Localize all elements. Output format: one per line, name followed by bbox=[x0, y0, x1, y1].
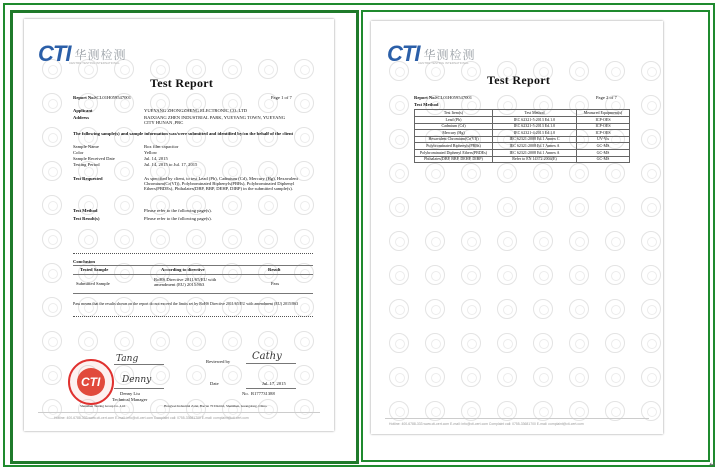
conclusion-header-result: Result bbox=[268, 267, 281, 272]
watermark-mark bbox=[222, 331, 242, 351]
watermark-mark bbox=[569, 265, 589, 285]
cti-logo bbox=[38, 41, 126, 67]
date-label: Date bbox=[210, 381, 219, 386]
conclusion-rule-top bbox=[73, 265, 313, 266]
test-method-heading: Test Method bbox=[414, 102, 439, 107]
cell-method: IEC 62321:2008 Ed.1 Annex C bbox=[493, 136, 577, 143]
watermark-mark bbox=[78, 297, 98, 317]
watermark-mark bbox=[497, 333, 517, 353]
watermark-mark bbox=[605, 61, 625, 81]
watermark-mark bbox=[222, 297, 242, 317]
header-test-items: Test Item(s) bbox=[415, 110, 493, 117]
cell-item: Phthalates(DBP, BBP, DEHP, DIBP) bbox=[415, 156, 493, 163]
report-no-value: SCL01H059547001 bbox=[94, 95, 132, 100]
serial-no-label: No. bbox=[242, 391, 249, 396]
watermark-mark bbox=[389, 129, 409, 149]
watermark-mark bbox=[533, 299, 553, 319]
watermark-mark bbox=[605, 333, 625, 353]
watermark-mark bbox=[461, 265, 481, 285]
watermark-mark bbox=[114, 161, 134, 181]
logo-subtitle: CENTRE TESTING INTERNATIONAL bbox=[418, 61, 469, 65]
watermark-mark bbox=[150, 331, 170, 351]
watermark-mark bbox=[497, 231, 517, 251]
watermark-mark bbox=[114, 331, 134, 351]
watermark-mark bbox=[569, 163, 589, 183]
signer-title: Technical Manager bbox=[112, 397, 148, 402]
dotted-separator bbox=[73, 316, 313, 317]
cell-equipment: GC-MS bbox=[577, 149, 630, 156]
watermark-mark bbox=[150, 365, 170, 385]
date-value: Jul. 17, 2015 bbox=[262, 381, 286, 386]
field-value-testing-period: Jul. 14, 2015 to Jul. 17, 2015 bbox=[144, 162, 198, 167]
pass-note: Pass means that the results shown on the report do not exceed the limits set by RoHS Directive 2011/65/EU with amendment (EU) 2015/863 bbox=[73, 301, 299, 306]
watermark-mark bbox=[641, 197, 661, 217]
watermark-mark bbox=[294, 263, 314, 283]
cell-method: Refer to EN 14372:2004(E) bbox=[493, 156, 577, 163]
cell-equipment: ICP-OES bbox=[577, 117, 630, 124]
applicant-label: Applicant bbox=[73, 108, 93, 113]
footer-rule bbox=[38, 412, 320, 413]
header-test-method: Test Method bbox=[493, 110, 577, 117]
signer-name: Denny Liu bbox=[120, 391, 140, 396]
watermark-mark bbox=[294, 195, 314, 215]
watermark-mark bbox=[294, 229, 314, 249]
table-row bbox=[415, 130, 630, 137]
cell-method: IEC 62321-5:2013 Ed.1.0 bbox=[493, 117, 577, 124]
cell-item: Polybrominated Biphenyls(PBBs) bbox=[415, 143, 493, 150]
watermark-mark bbox=[114, 195, 134, 215]
logo-subtitle: CENTRE TESTING INTERNATIONAL bbox=[69, 61, 120, 65]
cell-method: IEC 62321-5:2013 Ed.1.0 bbox=[493, 123, 577, 130]
watermark-mark bbox=[42, 127, 62, 147]
field-value-received-date: Jul. 14, 2015 bbox=[144, 156, 168, 161]
watermark-mark bbox=[641, 61, 661, 81]
cell-item: Mercury (Hg) bbox=[415, 130, 493, 137]
cell-method: IEC 62321-4:2013 Ed.1.0 bbox=[493, 130, 577, 137]
watermark-mark bbox=[605, 299, 625, 319]
report-title: Test Report bbox=[150, 76, 214, 90]
cell-equipment: GC-MS bbox=[577, 156, 630, 163]
watermark-mark bbox=[114, 297, 134, 317]
test-method-label: Test Method bbox=[73, 208, 98, 213]
watermark-mark bbox=[461, 163, 481, 183]
watermark-mark bbox=[461, 197, 481, 217]
page-number: Page 1 of 7 bbox=[271, 95, 292, 100]
watermark-mark bbox=[605, 231, 625, 251]
field-value-color: Yellow bbox=[144, 150, 158, 155]
organization-address: Hongwei Industrial Zone, Bao'an 70 District, Shenzhen, Guangdong, China bbox=[164, 404, 267, 408]
date-line bbox=[246, 388, 296, 389]
watermark-mark bbox=[389, 299, 409, 319]
watermark-mark bbox=[569, 61, 589, 81]
field-value-sample-name: Box film capacitor bbox=[144, 144, 179, 149]
watermark-mark bbox=[569, 333, 589, 353]
watermark-mark bbox=[258, 195, 278, 215]
watermark-mark bbox=[497, 163, 517, 183]
report-no-label: Report No. bbox=[414, 95, 436, 100]
watermark-mark bbox=[641, 299, 661, 319]
watermark-mark bbox=[533, 265, 553, 285]
watermark-mark bbox=[294, 297, 314, 317]
watermark-mark bbox=[294, 399, 314, 419]
watermark-mark bbox=[641, 129, 661, 149]
cell-equipment: GC-MS bbox=[577, 143, 630, 150]
cti-logo bbox=[387, 41, 475, 67]
cell-equipment: ICP-OES bbox=[577, 130, 630, 137]
cell-item: Lead (Pb) bbox=[415, 117, 493, 124]
watermark-mark bbox=[258, 59, 278, 79]
table-row bbox=[415, 123, 630, 130]
watermark-mark bbox=[42, 161, 62, 181]
watermark-mark bbox=[425, 197, 445, 217]
watermark-mark bbox=[389, 163, 409, 183]
conclusion-rule-bottom bbox=[73, 293, 313, 294]
table-row bbox=[415, 156, 630, 163]
watermark-mark bbox=[425, 367, 445, 387]
organization-line: Shenzhen Testing Group Co.,Ltd. bbox=[80, 404, 126, 408]
table-row bbox=[415, 136, 630, 143]
watermark-mark bbox=[641, 231, 661, 251]
watermark-mark bbox=[461, 299, 481, 319]
table-row bbox=[415, 117, 630, 124]
watermark-mark bbox=[258, 127, 278, 147]
test-results-value: Please refer to the following page(s). bbox=[144, 216, 212, 221]
watermark-mark bbox=[569, 367, 589, 387]
watermark-mark bbox=[222, 365, 242, 385]
page-footer: Hotline: 400-6788-333 www.cti-cert.com E-mail: info@cti-cert.com Complaint call: 0755-33681700 E-mail: complaint@cti-cert.com bbox=[389, 422, 584, 426]
conclusion-rule-mid bbox=[73, 274, 313, 275]
watermark-mark bbox=[114, 229, 134, 249]
watermark-mark bbox=[497, 367, 517, 387]
watermark-mark bbox=[186, 365, 206, 385]
paragraph-mark: ↵ bbox=[709, 460, 716, 469]
watermark-mark bbox=[78, 331, 98, 351]
report-no-value: SCL01H059547001 bbox=[435, 95, 473, 100]
watermark-mark bbox=[294, 365, 314, 385]
conclusion-sample: Submitted Sample bbox=[76, 281, 110, 286]
watermark-mark bbox=[78, 229, 98, 249]
reviewed-by-label: Reviewed by bbox=[206, 359, 231, 364]
watermark-mark bbox=[42, 365, 62, 385]
watermark-mark bbox=[186, 229, 206, 249]
watermark-mark bbox=[258, 263, 278, 283]
watermark-mark bbox=[78, 263, 98, 283]
signature-denny: Denny bbox=[122, 375, 152, 385]
conclusion-header-sample: Tested Sample bbox=[80, 267, 109, 272]
cell-item: Polybrominated Diphenyl Ethers(PBDEs) bbox=[415, 149, 493, 156]
conclusion-label: Conclusion bbox=[73, 259, 95, 264]
watermark-mark bbox=[461, 231, 481, 251]
watermark-mark bbox=[294, 93, 314, 113]
cell-method: IEC 62321:2008 Ed.1 Annex A bbox=[493, 149, 577, 156]
watermark-mark bbox=[425, 299, 445, 319]
watermark-mark bbox=[389, 265, 409, 285]
serial-no-value: R177731388 bbox=[251, 391, 275, 396]
logo-chinese-text: 华测检测 bbox=[74, 47, 127, 62]
conclusion-result: Pass bbox=[271, 281, 280, 286]
watermark-mark bbox=[389, 95, 409, 115]
cell-method: IEC 62321:2008 Ed.1 Annex A bbox=[493, 143, 577, 150]
report-title: Test Report bbox=[487, 73, 551, 87]
report-page-1 bbox=[24, 19, 334, 431]
logo-text: CTI bbox=[38, 41, 71, 66]
signature-line-1 bbox=[114, 364, 164, 365]
field-label-testing-period: Testing Period bbox=[73, 162, 100, 167]
test-method-value: Please refer to the following page(s). bbox=[144, 208, 212, 213]
watermark-mark bbox=[497, 299, 517, 319]
test-method-table bbox=[414, 109, 630, 163]
watermark-mark bbox=[497, 197, 517, 217]
watermark-mark bbox=[222, 195, 242, 215]
watermark-mark bbox=[569, 197, 589, 217]
field-label-color: Color bbox=[73, 150, 84, 155]
watermark-mark bbox=[641, 265, 661, 285]
watermark-mark bbox=[605, 163, 625, 183]
field-label-received-date: Sample Received Date bbox=[73, 156, 115, 161]
report-page-2 bbox=[371, 21, 663, 434]
signature-tang: Tang bbox=[116, 354, 139, 364]
watermark-mark bbox=[533, 333, 553, 353]
logo-text: CTI bbox=[387, 41, 420, 66]
watermark-mark bbox=[533, 231, 553, 251]
watermark-mark bbox=[258, 297, 278, 317]
cti-official-stamp: CTI bbox=[68, 359, 114, 405]
watermark-mark bbox=[497, 265, 517, 285]
watermark-mark bbox=[425, 231, 445, 251]
watermark-mark bbox=[42, 195, 62, 215]
cell-equipment: UV-Vis bbox=[577, 136, 630, 143]
signature-reviewer: Cathy bbox=[252, 351, 282, 362]
watermark-mark bbox=[425, 333, 445, 353]
applicant-value: YUEYANG ZHONGZHENG ELECTRONIC CO.,LTD bbox=[144, 108, 248, 113]
test-requested-label: Test Requested bbox=[73, 176, 103, 181]
watermark-mark bbox=[186, 127, 206, 147]
watermark-mark bbox=[222, 229, 242, 249]
address-label: Address bbox=[73, 115, 89, 120]
watermark-mark bbox=[42, 297, 62, 317]
watermark-mark bbox=[389, 197, 409, 217]
watermark-mark bbox=[605, 265, 625, 285]
watermark-mark bbox=[114, 127, 134, 147]
watermark-mark bbox=[389, 367, 409, 387]
watermark-mark bbox=[533, 197, 553, 217]
watermark-mark bbox=[294, 127, 314, 147]
watermark-mark bbox=[461, 367, 481, 387]
test-requested-value: As specified by client, to test Lead (Pb), Cadmium (Cd), Mercury (Hg), Hexavalent Chromium(Cr(VI)), Polybrominated Biphenyls(PBBs), Polybrominated Diphenyl Ethers(PBDEs), Phthalates(DBP, BBP, DEHP, DIBP) in the submitted sample(s). bbox=[144, 176, 298, 192]
report-no-label: Report No. bbox=[73, 95, 95, 100]
address-value: BAIXIANG ZHEN INDUSTRIAL PARK, YUEYANG TOWN, YUEYANG CITY HUNAN ,PRC bbox=[144, 115, 286, 126]
cell-equipment: ICP-OES bbox=[577, 123, 630, 130]
test-results-label: Test Result(s) bbox=[73, 216, 100, 221]
watermark-mark bbox=[641, 95, 661, 115]
watermark-mark bbox=[258, 229, 278, 249]
cell-item: Cadmium (Cd) bbox=[415, 123, 493, 130]
signature-line-reviewer bbox=[246, 363, 296, 364]
watermark-mark bbox=[605, 197, 625, 217]
table-row bbox=[415, 149, 630, 156]
field-label-sample-name: Sample Name bbox=[73, 144, 99, 149]
watermark-mark bbox=[425, 163, 445, 183]
watermark-mark bbox=[222, 59, 242, 79]
page-number: Page 2 of 7 bbox=[596, 95, 617, 100]
footer-rule bbox=[385, 418, 649, 419]
watermark-mark bbox=[425, 265, 445, 285]
watermark-mark bbox=[533, 163, 553, 183]
watermark-mark bbox=[569, 231, 589, 251]
watermark-mark bbox=[389, 231, 409, 251]
cell-item: Hexavalent Chromium(Cr(VI)) bbox=[415, 136, 493, 143]
watermark-mark bbox=[186, 331, 206, 351]
dotted-separator bbox=[73, 253, 313, 254]
client-intro: The following sample(s) and sample information was/were submitted and identified by/on the behalf of the client bbox=[73, 131, 294, 136]
signature-line-2 bbox=[114, 388, 164, 389]
watermark-mark bbox=[42, 263, 62, 283]
watermark-mark bbox=[114, 263, 134, 283]
watermark-mark bbox=[42, 229, 62, 249]
table-header-row bbox=[415, 110, 630, 117]
watermark-mark bbox=[294, 59, 314, 79]
watermark-mark bbox=[294, 331, 314, 351]
watermark-mark bbox=[150, 297, 170, 317]
watermark-mark bbox=[569, 299, 589, 319]
watermark-mark bbox=[150, 229, 170, 249]
watermark-mark bbox=[641, 333, 661, 353]
watermark-mark bbox=[42, 93, 62, 113]
conclusion-directive: RoHS Directive 2011/65/EU with amendment (EU) 2015/863 bbox=[154, 277, 217, 288]
watermark-mark bbox=[42, 331, 62, 351]
watermark-mark bbox=[641, 367, 661, 387]
watermark-mark bbox=[186, 297, 206, 317]
watermark-mark bbox=[222, 127, 242, 147]
header-equipment: Measured Equipment(s) bbox=[577, 110, 630, 117]
page-footer: Hotline: 400-6788-333 www.cti-cert.com E-mail: info@cti-cert.com Complaint call: 0755-33681700 E-mail: complaint@cti-cert.com bbox=[54, 416, 249, 420]
watermark-mark bbox=[389, 333, 409, 353]
logo-chinese-text: 华测检测 bbox=[423, 47, 476, 62]
table-row bbox=[415, 143, 630, 150]
watermark-mark bbox=[533, 367, 553, 387]
watermark-mark bbox=[461, 333, 481, 353]
watermark-mark bbox=[258, 331, 278, 351]
watermark-mark bbox=[605, 367, 625, 387]
watermark-mark bbox=[641, 163, 661, 183]
conclusion-header-directive: According to directive bbox=[161, 267, 205, 272]
